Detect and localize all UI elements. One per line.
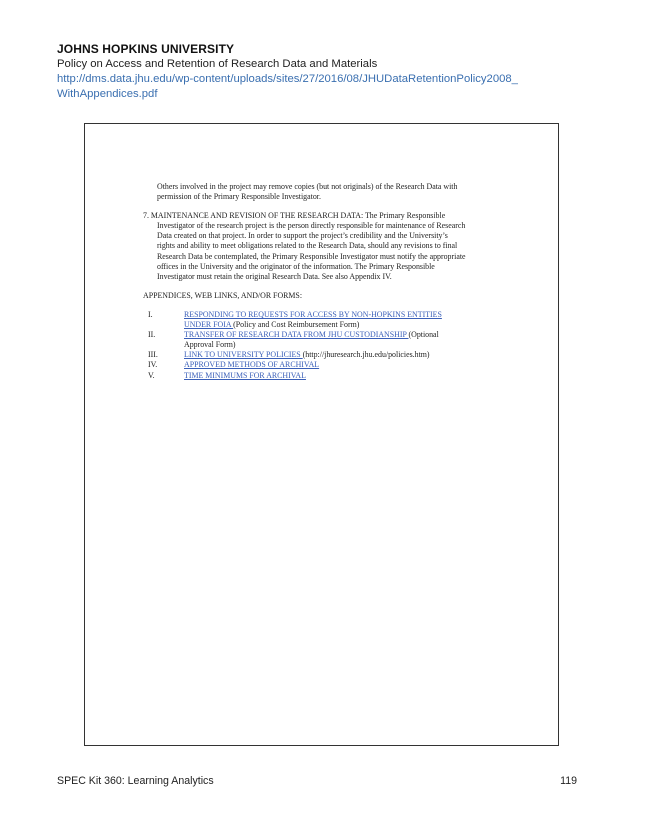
policy-url-line-1[interactable]: http://dms.data.jhu.edu/wp-content/uploads/sites/27/2016/08/JHUDataRetentionPolicy2008_ <box>57 73 518 85</box>
policy-url-line-2[interactable]: WithAppendices.pdf <box>57 88 158 100</box>
others-paragraph-line-2: permission of the Primary Responsible Investigator. <box>157 192 321 202</box>
appendix-number: V. <box>148 370 155 380</box>
document-body <box>143 182 513 381</box>
list-item <box>143 360 513 370</box>
appendix-ii-note-continued: Approval Form) <box>184 340 236 350</box>
footer-publication: SPEC Kit 360: Learning Analytics <box>57 775 214 787</box>
appendix-number: III. <box>148 350 158 360</box>
appendix-i-link-continued[interactable]: UNDER FOIA <box>184 320 234 330</box>
section-7-line-4: rights and ability to meet obligations related to the Research Data, should any revisions to final <box>157 241 458 251</box>
section-7-line-2: Investigator of the research project is the person directly responsible for maintenance of Research <box>157 221 466 231</box>
institution-name: JOHNS HOPKINS UNIVERSITY <box>57 42 235 56</box>
section-7-line-5: Research Data be contemplated, the Primary Responsible Investigator must notify the appropriate <box>157 251 466 261</box>
list-item <box>143 330 513 340</box>
appendix-ii-note: (Optional <box>408 330 439 340</box>
list-item <box>143 310 513 320</box>
list-item-continuation <box>143 320 513 330</box>
appendices-heading: APPENDICES, WEB LINKS, AND/OR FORMS: <box>143 290 303 300</box>
list-item <box>143 350 513 360</box>
appendix-iv-link[interactable]: APPROVED METHODS OF ARCHIVAL <box>184 360 320 370</box>
appendix-ii-link[interactable]: TRANSFER OF RESEARCH DATA FROM JHU CUSTODIANSHIP <box>184 330 409 340</box>
appendix-number: I. <box>148 309 153 319</box>
appendices-list <box>143 310 513 381</box>
others-paragraph-line-1: Others involved in the project may remove copies (but not originals) of the Research Data with <box>157 182 458 191</box>
section-7-line-7: Investigator must retain the original Research Data. See also Appendix IV. <box>157 271 392 281</box>
policy-title: Policy on Access and Retention of Research Data and Materials <box>57 58 378 70</box>
page-header <box>57 42 617 102</box>
appendix-number: IV. <box>148 360 158 370</box>
appendix-number: II. <box>148 330 156 340</box>
section-7-line-1: 7. MAINTENANCE AND REVISION OF THE RESEARCH DATA: The Primary Responsible <box>143 211 446 221</box>
appendix-v-link[interactable]: TIME MINIMUMS FOR ARCHIVAL <box>184 370 306 380</box>
appendix-iii-link[interactable]: LINK TO UNIVERSITY POLICIES <box>184 350 303 360</box>
appendix-i-link[interactable]: RESPONDING TO REQUESTS FOR ACCESS BY NON-HOPKINS ENTITIES <box>184 309 442 319</box>
page-number: 119 <box>560 775 577 787</box>
section-7-line-3: Data created on that project. In order to support the project’s credibility and the University’s <box>157 231 448 241</box>
section-7-line-6: offices in the University and the originator of the information. The Primary Responsible <box>157 261 435 271</box>
appendix-i-note: (Policy and Cost Reimbursement Form) <box>233 320 360 330</box>
list-item <box>143 371 513 381</box>
appendix-iii-note: (http://jhuresearch.jhu.edu/policies.htm) <box>302 350 430 360</box>
page-footer <box>57 775 577 787</box>
list-item-continuation <box>143 340 513 350</box>
